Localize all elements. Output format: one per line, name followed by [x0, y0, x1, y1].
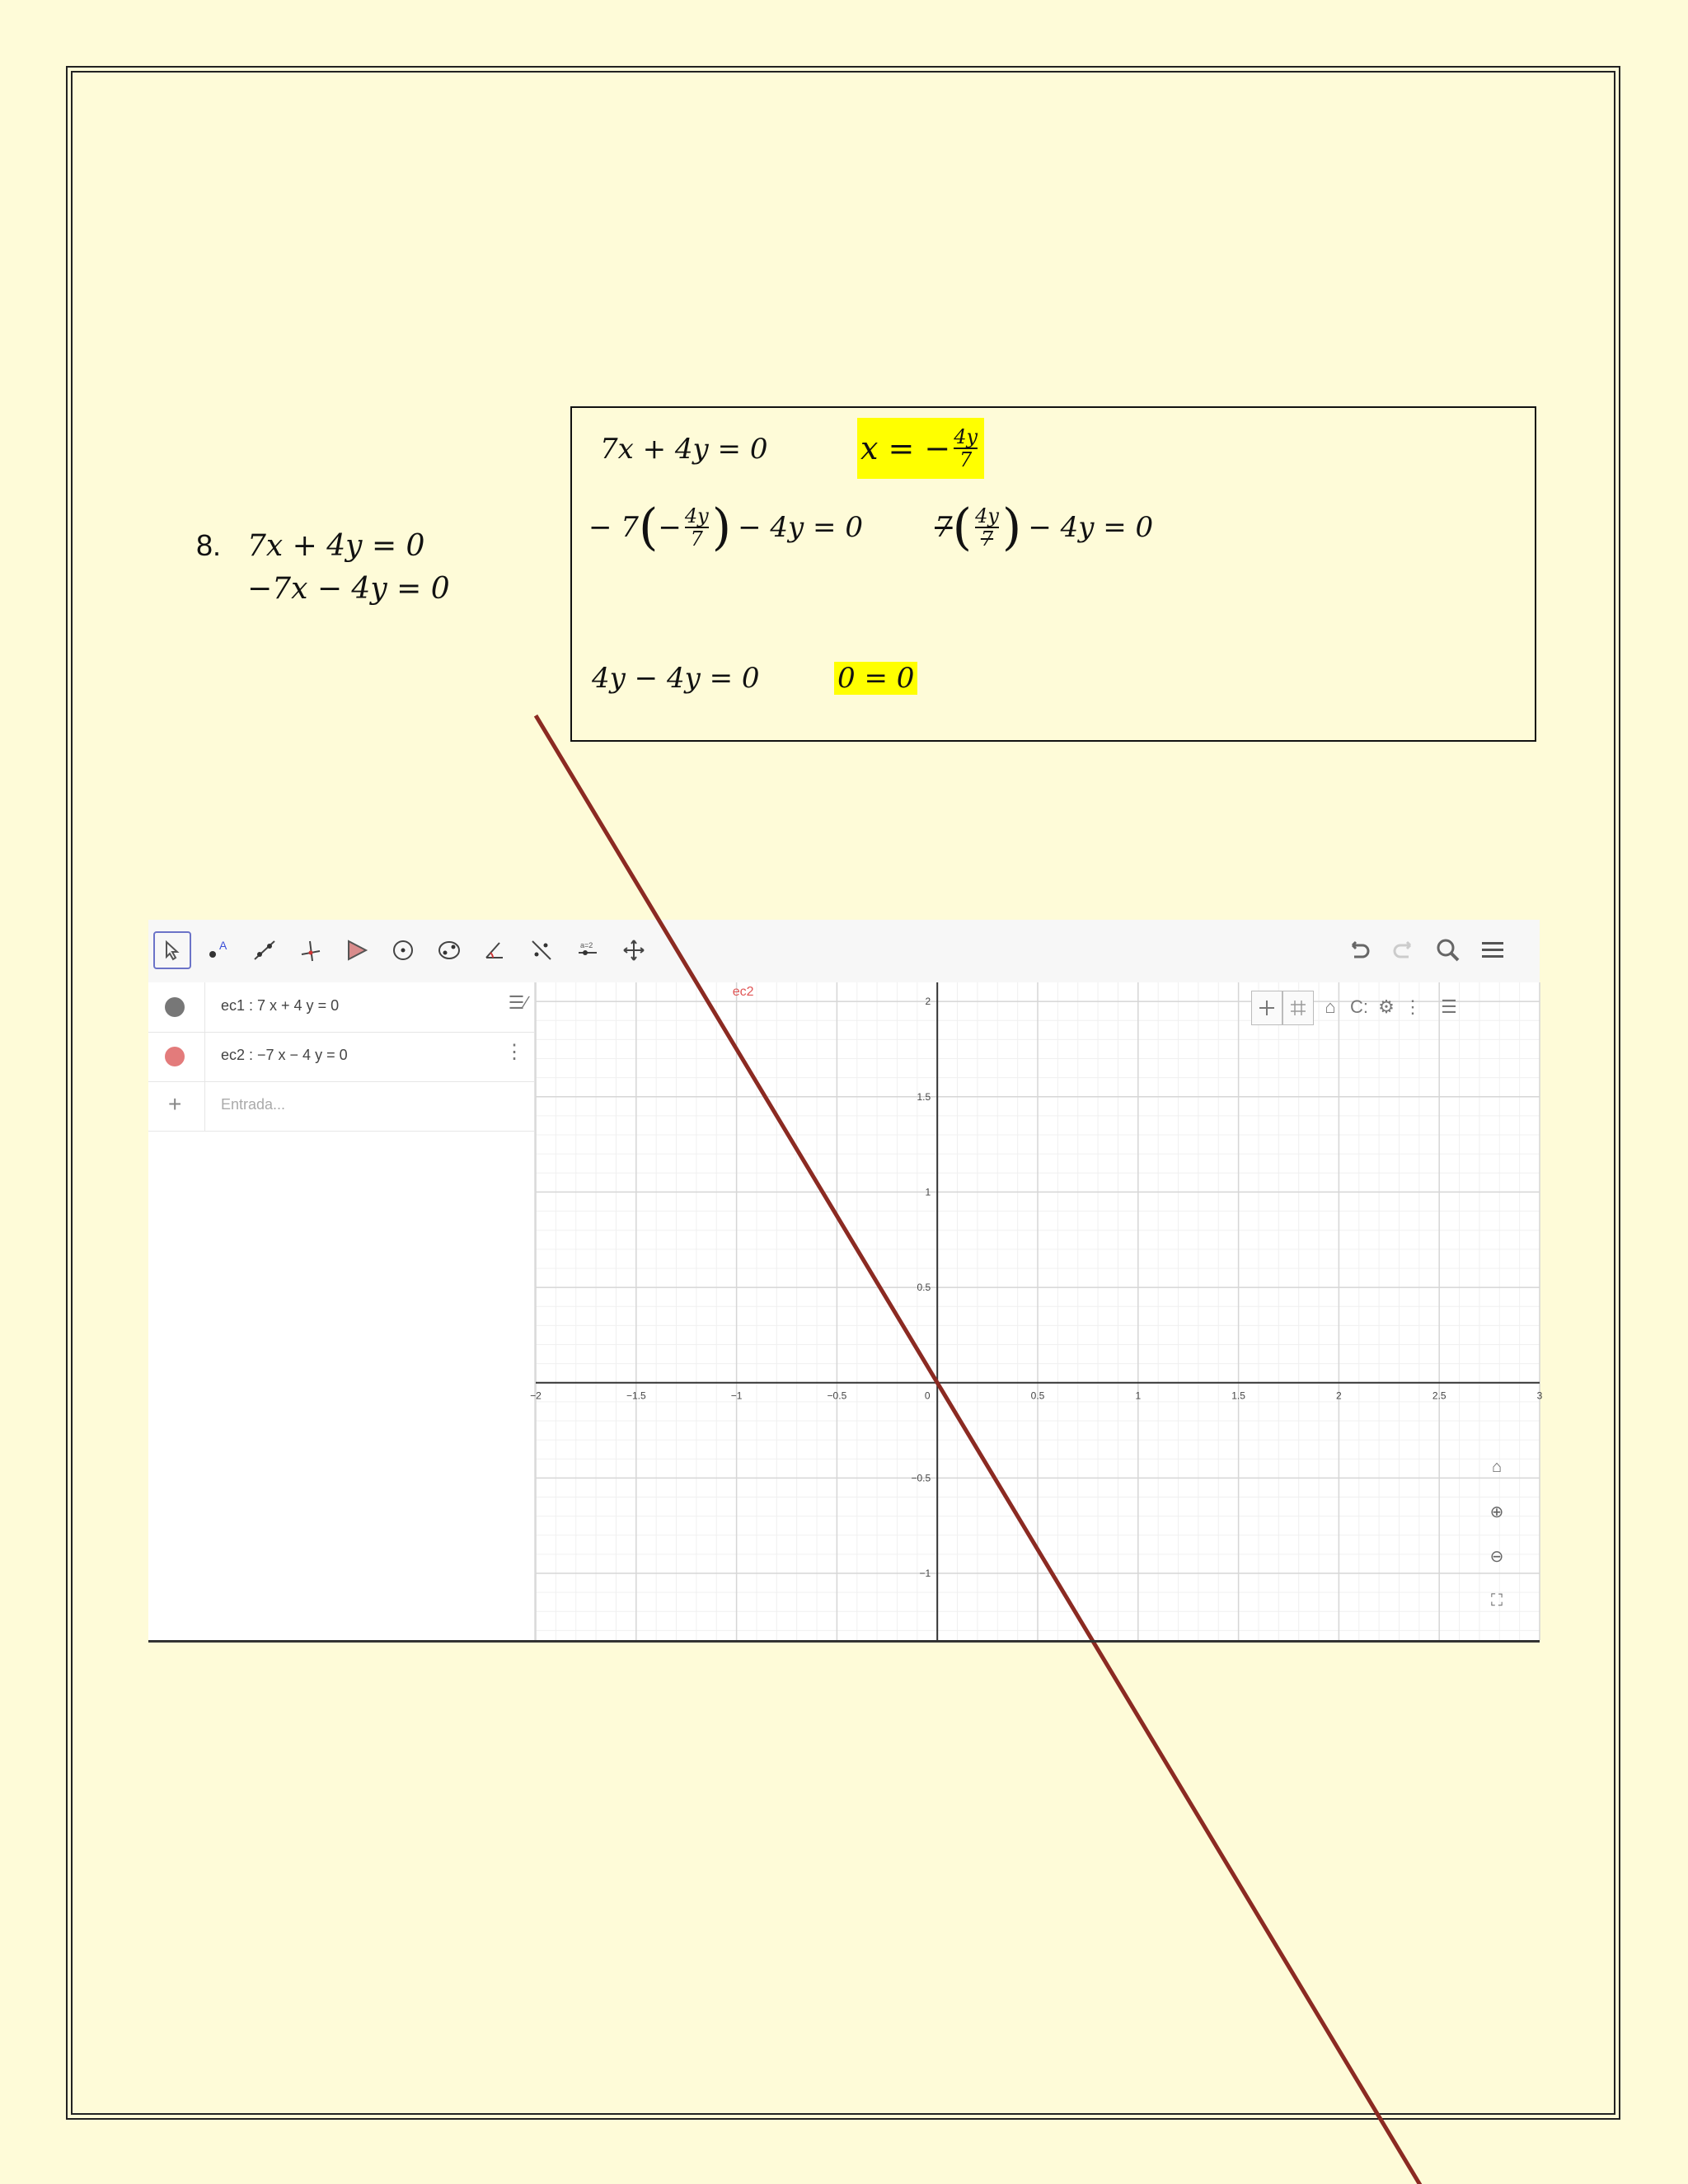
paren-open: (: [952, 499, 973, 556]
point-tool-icon[interactable]: [199, 931, 237, 969]
geogebra-window: [148, 920, 1543, 1640]
x-tick-label: −1.5: [626, 1390, 646, 1402]
svg-text:A: A: [219, 939, 227, 952]
style-bar-toggle-icon[interactable]: ☰: [1441, 996, 1457, 1017]
x-tick-label: −2: [530, 1390, 542, 1402]
circle-tool-icon[interactable]: [384, 931, 422, 969]
x-tick-label: 2: [1336, 1390, 1342, 1402]
line-tool-icon[interactable]: [246, 931, 284, 969]
row-divider: [204, 1081, 205, 1131]
equation-2: −7x − 4y = 0: [247, 572, 450, 606]
paren-open: (: [638, 499, 659, 556]
row-divider: [204, 982, 205, 1032]
fullscreen-icon[interactable]: ⛶: [1491, 1591, 1503, 1610]
paren-close: ): [1001, 499, 1022, 556]
equation-1: 7x + 4y = 0: [247, 529, 425, 563]
zoom-out-icon[interactable]: ⊖: [1489, 1547, 1504, 1566]
fraction-denominator-cancelled: 7: [980, 527, 994, 551]
row-divider: [204, 1032, 205, 1081]
algebra-entry-ec2[interactable]: ec2 : −7 x − 4 y = 0: [221, 1047, 348, 1063]
y-tick-label: 0.5: [917, 1282, 931, 1294]
x-tick-label: 3: [1536, 1390, 1543, 1402]
work-line-2b: [935, 499, 1153, 556]
polygon-tool-icon[interactable]: [338, 931, 376, 969]
y-tick-label: 1.5: [917, 1090, 931, 1103]
visibility-toggle-icon[interactable]: [165, 997, 185, 1017]
line-label-ec2: ec2: [732, 985, 754, 1000]
move-view-tool-icon[interactable]: [615, 931, 653, 969]
graph-canvas[interactable]: [530, 982, 1543, 1640]
axes-icon[interactable]: [1251, 991, 1282, 1025]
y-tick-label: −1: [919, 1568, 931, 1580]
conic-tool-icon[interactable]: [430, 931, 468, 969]
solution-box: [570, 406, 1536, 742]
x-tick-label: 2.5: [1432, 1390, 1447, 1402]
algebra-row-ec2[interactable]: [148, 1032, 534, 1082]
y-tick-label: 1: [925, 1186, 931, 1198]
algebra-entry-ec1[interactable]: ec1 : 7 x + 4 y = 0: [221, 997, 340, 1014]
fraction: [975, 505, 999, 550]
fraction-denominator: 7: [690, 527, 703, 551]
x-tick-label: 0: [924, 1390, 931, 1402]
problem-row-1: [196, 524, 450, 568]
algebra-sort-icon[interactable]: ☰∕: [508, 992, 528, 1013]
work-line-1: 7x + 4y = 0: [600, 433, 768, 466]
substitution-suffix: − 4y = 0: [738, 511, 863, 544]
simplified-suffix: − 4y = 0: [1028, 511, 1154, 544]
slider-tool-icon[interactable]: [569, 931, 607, 969]
paren-close: ): [711, 499, 732, 556]
problem-statement: [196, 524, 450, 611]
more-icon[interactable]: ⋮: [1404, 996, 1422, 1017]
home-view-icon[interactable]: ⌂: [1491, 1457, 1503, 1476]
undo-icon[interactable]: [1340, 931, 1378, 969]
y-tick-label: −0.5: [911, 1472, 931, 1484]
work-line-3: 4y − 4y = 0: [592, 662, 760, 695]
y-tick-label: 2: [925, 996, 931, 1008]
reflect-tool-icon[interactable]: [523, 931, 560, 969]
main-menu-icon[interactable]: [1474, 931, 1512, 969]
problem-number: 8.: [196, 528, 222, 562]
angle-tool-icon[interactable]: [476, 931, 514, 969]
substitution-minus: −: [658, 511, 682, 544]
algebra-view: [148, 982, 536, 1640]
x-tick-label: 1: [1135, 1390, 1142, 1402]
result-identity: 0 = 0: [834, 662, 917, 695]
algebra-input-row[interactable]: [148, 1081, 534, 1132]
search-icon[interactable]: [1429, 931, 1467, 969]
more-options-icon[interactable]: ⋮: [504, 1041, 524, 1063]
fraction-numerator: 4y: [975, 504, 999, 527]
isolated-x: [857, 418, 984, 479]
settings-icon[interactable]: ⚙: [1378, 996, 1395, 1017]
grid-icon[interactable]: [1282, 991, 1314, 1025]
algebra-row-ec1[interactable]: [148, 982, 534, 1033]
cancelled-seven: 7: [935, 511, 953, 544]
fraction: [954, 426, 978, 471]
substitution-prefix: − 7: [588, 511, 639, 544]
fraction-numerator: 4y: [954, 425, 978, 448]
x-tick-label: 0.5: [1030, 1390, 1045, 1402]
input-bar[interactable]: Entrada...: [221, 1096, 286, 1113]
x-tick-label: −0.5: [827, 1390, 847, 1402]
graphics-view[interactable]: [530, 982, 1543, 1640]
redo-icon[interactable]: [1385, 931, 1423, 969]
move-tool-icon[interactable]: [153, 931, 191, 969]
screenshot-bottom-border: [148, 1640, 1540, 1643]
fraction-numerator: 4y: [684, 504, 709, 527]
x-tick-label: −1: [730, 1390, 743, 1402]
visibility-toggle-icon[interactable]: [165, 1047, 185, 1066]
svg-text:a=2: a=2: [580, 941, 593, 949]
fraction: [685, 505, 709, 550]
add-icon[interactable]: +: [168, 1091, 182, 1117]
work-line-2: [588, 499, 863, 556]
x-tick-label: 1.5: [1231, 1390, 1245, 1402]
perpendicular-tool-icon[interactable]: [292, 931, 330, 969]
label-style-icon[interactable]: C:: [1350, 996, 1368, 1017]
home-icon[interactable]: ⌂: [1325, 996, 1336, 1017]
isolated-x-prefix: x = −: [860, 430, 951, 466]
fraction-denominator: 7: [959, 448, 973, 471]
zoom-in-icon[interactable]: ⊕: [1489, 1502, 1504, 1521]
geogebra-toolbar: [148, 920, 1540, 982]
